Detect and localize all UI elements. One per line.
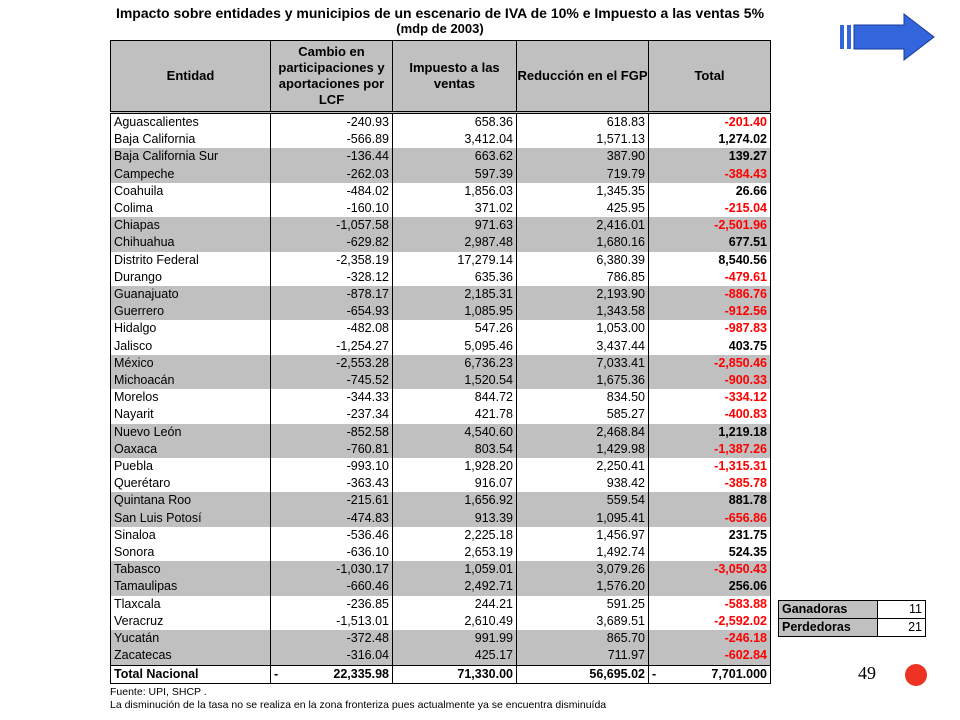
cell-reduccion: 1,675.36 [517, 372, 649, 389]
cell-cambio: -316.04 [271, 647, 393, 665]
cell-entidad: Oaxaca [111, 441, 271, 458]
cell-impuesto: 1,928.20 [393, 458, 517, 475]
cell-reduccion: 7,033.41 [517, 355, 649, 372]
cell-total: -385.78 [649, 475, 771, 492]
cell-impuesto: 6,736.23 [393, 355, 517, 372]
cell-entidad: México [111, 355, 271, 372]
cell-impuesto: 1,085.95 [393, 303, 517, 320]
cell-entidad: Guerrero [111, 303, 271, 320]
perdedoras-value: 21 [878, 619, 926, 637]
table-row [111, 372, 771, 389]
cell-impuesto: 913.39 [393, 510, 517, 527]
table-row [111, 492, 771, 509]
source-note: Fuente: UPI, SHCP . [110, 686, 207, 698]
table-row [111, 269, 771, 286]
table-row [111, 217, 771, 234]
cell-total: 403.75 [649, 338, 771, 355]
total-cambio [271, 665, 393, 683]
cell-impuesto: 371.02 [393, 200, 517, 217]
cell-total: -583.88 [649, 596, 771, 613]
cell-cambio: -236.85 [271, 596, 393, 613]
cell-total: -912.56 [649, 303, 771, 320]
header-total: Total [649, 41, 771, 113]
cell-impuesto: 2,610.49 [393, 613, 517, 630]
cell-cambio: -262.03 [271, 166, 393, 183]
cell-entidad: Michoacán [111, 372, 271, 389]
table-row [111, 613, 771, 630]
cell-entidad: Tlaxcala [111, 596, 271, 613]
cell-cambio: -852.58 [271, 424, 393, 441]
cell-cambio: -136.44 [271, 148, 393, 165]
cell-total: -987.83 [649, 320, 771, 337]
table-row [111, 303, 771, 320]
cell-impuesto: 635.36 [393, 269, 517, 286]
cell-entidad: Sonora [111, 544, 271, 561]
cell-entidad: Nayarit [111, 406, 271, 423]
cell-total: -900.33 [649, 372, 771, 389]
table-row [111, 630, 771, 647]
cell-reduccion: 1,345.35 [517, 183, 649, 200]
cell-entidad: Zacatecas [111, 647, 271, 665]
total-total-value: 7,701.000 [711, 666, 767, 681]
header-impuesto: Impuesto a las ventas [393, 41, 517, 113]
table-row [111, 234, 771, 251]
total-reduccion: 56,695.02 [517, 665, 649, 683]
cell-entidad: Morelos [111, 389, 271, 406]
cell-cambio: -878.17 [271, 286, 393, 303]
table-row [111, 320, 771, 337]
cell-reduccion: 711.97 [517, 647, 649, 665]
cell-impuesto: 658.36 [393, 113, 517, 132]
table-row [111, 441, 771, 458]
cell-reduccion: 2,193.90 [517, 286, 649, 303]
cell-total: -2,501.96 [649, 217, 771, 234]
cell-reduccion: 3,437.44 [517, 338, 649, 355]
cell-total: 8,540.56 [649, 252, 771, 269]
cell-total: 1,274.02 [649, 131, 771, 148]
cell-total: -201.40 [649, 113, 771, 132]
summary-row-perdedoras [779, 619, 926, 637]
cell-reduccion: 2,468.84 [517, 424, 649, 441]
table-row [111, 131, 771, 148]
cell-total: -334.12 [649, 389, 771, 406]
cell-entidad: Tabasco [111, 561, 271, 578]
cell-total: -1,387.26 [649, 441, 771, 458]
cell-reduccion: 1,680.16 [517, 234, 649, 251]
cell-total: -215.04 [649, 200, 771, 217]
cell-cambio: -993.10 [271, 458, 393, 475]
header-cambio: Cambio en participaciones y aportaciones por LCF [271, 41, 393, 113]
cell-cambio: -660.46 [271, 578, 393, 595]
table-row [111, 527, 771, 544]
cell-total: 26.66 [649, 183, 771, 200]
cell-cambio: -566.89 [271, 131, 393, 148]
cell-entidad: Durango [111, 269, 271, 286]
table-row [111, 286, 771, 303]
cell-impuesto: 663.62 [393, 148, 517, 165]
table-row [111, 166, 771, 183]
cell-impuesto: 2,492.71 [393, 578, 517, 595]
cell-entidad: Quintana Roo [111, 492, 271, 509]
cell-cambio: -1,254.27 [271, 338, 393, 355]
cell-reduccion: 938.42 [517, 475, 649, 492]
table-row [111, 148, 771, 165]
table-row [111, 200, 771, 217]
cell-impuesto: 2,185.31 [393, 286, 517, 303]
total-row [111, 665, 771, 683]
cell-entidad: Veracruz [111, 613, 271, 630]
cell-cambio: -1,513.01 [271, 613, 393, 630]
cell-entidad: Sinaloa [111, 527, 271, 544]
total-cambio-sign: - [274, 666, 279, 681]
cell-entidad: Hidalgo [111, 320, 271, 337]
cell-total: 139.27 [649, 148, 771, 165]
cell-entidad: Tamaulipas [111, 578, 271, 595]
cell-impuesto: 991.99 [393, 630, 517, 647]
cell-cambio: -636.10 [271, 544, 393, 561]
cell-cambio: -372.48 [271, 630, 393, 647]
table-row [111, 510, 771, 527]
cell-impuesto: 244.21 [393, 596, 517, 613]
total-cambio-value: 22,335.98 [333, 666, 389, 681]
perdedoras-label: Perdedoras [779, 619, 878, 637]
total-total-sign: - [652, 666, 657, 681]
cell-cambio: -328.12 [271, 269, 393, 286]
table-row [111, 113, 771, 132]
cell-impuesto: 421.78 [393, 406, 517, 423]
total-impuesto: 71,330.00 [393, 665, 517, 683]
page-title: Impacto sobre entidades y municipios de un escenario de IVA de 10% e Impuesto a las ventas 5% [115, 5, 765, 21]
cell-reduccion: 719.79 [517, 166, 649, 183]
cell-total: -246.18 [649, 630, 771, 647]
header-entidad: Entidad [111, 41, 271, 113]
cell-cambio: -363.43 [271, 475, 393, 492]
total-label: Total Nacional [111, 665, 271, 683]
cell-entidad: Nuevo León [111, 424, 271, 441]
table-row [111, 338, 771, 355]
cell-reduccion: 1,429.98 [517, 441, 649, 458]
cell-cambio: -654.93 [271, 303, 393, 320]
table-row [111, 475, 771, 492]
cell-reduccion: 786.85 [517, 269, 649, 286]
impact-table [110, 40, 771, 684]
cell-reduccion: 1,095.41 [517, 510, 649, 527]
table-row [111, 389, 771, 406]
table-row [111, 406, 771, 423]
header-reduccion: Reducción en el FGP [517, 41, 649, 113]
cell-entidad: Puebla [111, 458, 271, 475]
cell-impuesto: 5,095.46 [393, 338, 517, 355]
cell-reduccion: 2,416.01 [517, 217, 649, 234]
table-row [111, 561, 771, 578]
table-row [111, 252, 771, 269]
ganadoras-value: 11 [878, 601, 926, 619]
cell-total: -1,315.31 [649, 458, 771, 475]
table-row [111, 544, 771, 561]
cell-total: -2,592.02 [649, 613, 771, 630]
cell-impuesto: 1,856.03 [393, 183, 517, 200]
table-row [111, 647, 771, 665]
cell-entidad: Baja California Sur [111, 148, 271, 165]
summary-row-ganadoras [779, 601, 926, 619]
cell-reduccion: 559.54 [517, 492, 649, 509]
cell-total: -656.86 [649, 510, 771, 527]
cell-cambio: -344.33 [271, 389, 393, 406]
cell-cambio: -240.93 [271, 113, 393, 132]
cell-total: 231.75 [649, 527, 771, 544]
cell-impuesto: 844.72 [393, 389, 517, 406]
cell-cambio: -2,553.28 [271, 355, 393, 372]
cell-reduccion: 1,492.74 [517, 544, 649, 561]
cell-impuesto: 425.17 [393, 647, 517, 665]
cell-impuesto: 2,987.48 [393, 234, 517, 251]
cell-entidad: Querétaro [111, 475, 271, 492]
cell-impuesto: 597.39 [393, 166, 517, 183]
cell-entidad: Jalisco [111, 338, 271, 355]
cell-total: -3,050.43 [649, 561, 771, 578]
cell-reduccion: 1,053.00 [517, 320, 649, 337]
cell-impuesto: 3,412.04 [393, 131, 517, 148]
ganadoras-label: Ganadoras [779, 601, 878, 619]
cell-reduccion: 6,380.39 [517, 252, 649, 269]
cell-entidad: San Luis Potosí [111, 510, 271, 527]
cell-total: -479.61 [649, 269, 771, 286]
cell-total: 256.06 [649, 578, 771, 595]
cell-cambio: -745.52 [271, 372, 393, 389]
cell-reduccion: 618.83 [517, 113, 649, 132]
cell-reduccion: 591.25 [517, 596, 649, 613]
cell-impuesto: 547.26 [393, 320, 517, 337]
cell-cambio: -160.10 [271, 200, 393, 217]
cell-reduccion: 387.90 [517, 148, 649, 165]
cell-entidad: Distrito Federal [111, 252, 271, 269]
cell-cambio: -629.82 [271, 234, 393, 251]
cell-total: 524.35 [649, 544, 771, 561]
cell-total: -400.83 [649, 406, 771, 423]
cell-cambio: -237.34 [271, 406, 393, 423]
cell-entidad: Guanajuato [111, 286, 271, 303]
cell-reduccion: 2,250.41 [517, 458, 649, 475]
total-total [649, 665, 771, 683]
cell-entidad: Yucatán [111, 630, 271, 647]
cell-reduccion: 1,576.20 [517, 578, 649, 595]
cell-total: -886.76 [649, 286, 771, 303]
table-row [111, 355, 771, 372]
cell-impuesto: 17,279.14 [393, 252, 517, 269]
cell-impuesto: 1,520.54 [393, 372, 517, 389]
cell-entidad: Colima [111, 200, 271, 217]
footnote: La disminución de la tasa no se realiza en la zona fronteriza pues actualmente ya se encuentra disminuída [110, 699, 607, 711]
cell-cambio: -474.83 [271, 510, 393, 527]
cell-reduccion: 425.95 [517, 200, 649, 217]
cell-entidad: Campeche [111, 166, 271, 183]
cell-reduccion: 585.27 [517, 406, 649, 423]
cell-reduccion: 834.50 [517, 389, 649, 406]
table-row [111, 578, 771, 595]
cell-cambio: -2,358.19 [271, 252, 393, 269]
cell-impuesto: 1,656.92 [393, 492, 517, 509]
notes [110, 686, 606, 712]
cell-reduccion: 3,079.26 [517, 561, 649, 578]
red-circle-icon[interactable] [905, 664, 927, 686]
cell-reduccion: 3,689.51 [517, 613, 649, 630]
cell-impuesto: 971.63 [393, 217, 517, 234]
cell-entidad: Chihuahua [111, 234, 271, 251]
summary-table [778, 600, 926, 637]
cell-reduccion: 1,456.97 [517, 527, 649, 544]
cell-impuesto: 1,059.01 [393, 561, 517, 578]
cell-cambio: -482.08 [271, 320, 393, 337]
cell-total: 1,219.18 [649, 424, 771, 441]
cell-cambio: -1,030.17 [271, 561, 393, 578]
cell-entidad: Aguascalientes [111, 113, 271, 132]
cell-cambio: -536.46 [271, 527, 393, 544]
cell-total: 677.51 [649, 234, 771, 251]
cell-entidad: Baja California [111, 131, 271, 148]
cell-total: -602.84 [649, 647, 771, 665]
cell-impuesto: 2,653.19 [393, 544, 517, 561]
cell-cambio: -215.61 [271, 492, 393, 509]
cell-impuesto: 4,540.60 [393, 424, 517, 441]
cell-cambio: -760.81 [271, 441, 393, 458]
cell-total: -2,850.46 [649, 355, 771, 372]
cell-impuesto: 803.54 [393, 441, 517, 458]
table-row [111, 183, 771, 200]
cell-total: 881.78 [649, 492, 771, 509]
cell-reduccion: 865.70 [517, 630, 649, 647]
cell-entidad: Coahuila [111, 183, 271, 200]
right-arrow-icon[interactable] [838, 12, 938, 62]
table-row [111, 424, 771, 441]
cell-reduccion: 1,343.58 [517, 303, 649, 320]
table-row [111, 596, 771, 613]
cell-cambio: -1,057.58 [271, 217, 393, 234]
cell-reduccion: 1,571.13 [517, 131, 649, 148]
cell-impuesto: 2,225.18 [393, 527, 517, 544]
cell-entidad: Chiapas [111, 217, 271, 234]
cell-total: -384.43 [649, 166, 771, 183]
page-number: 49 [858, 663, 876, 683]
cell-cambio: -484.02 [271, 183, 393, 200]
table-row [111, 458, 771, 475]
cell-impuesto: 916.07 [393, 475, 517, 492]
page-subtitle: (mdp de 2003) [396, 21, 484, 36]
